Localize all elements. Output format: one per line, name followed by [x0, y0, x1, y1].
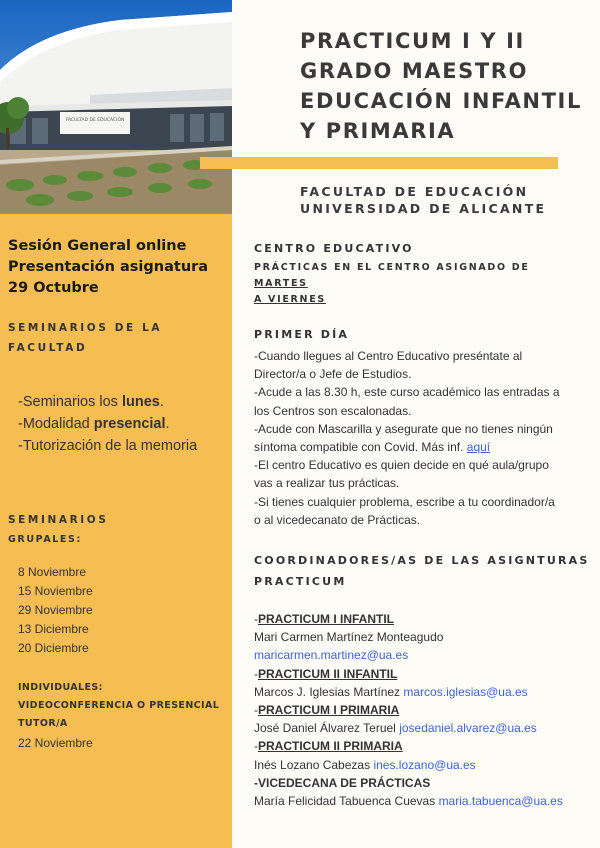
heading-line: SEMINARIOS DE LA — [8, 322, 163, 334]
group-dates — [18, 563, 93, 658]
text-line: los Centros son escalonadas. — [254, 403, 412, 418]
email-link[interactable]: marcos.iglesias@ua.es — [403, 684, 528, 699]
email-link[interactable]: maricarmen.martinez@ua.es — [254, 648, 409, 663]
date-item: 29 Noviembre — [18, 603, 93, 617]
email-link[interactable]: maria.tabuenca@ua.es — [438, 794, 563, 809]
session-line: Presentación asignatura — [8, 259, 209, 275]
faculty-building-photo — [0, 0, 232, 214]
coordinators-list — [254, 610, 594, 810]
title-line: EDUCACIÓN INFANTIL — [300, 89, 582, 113]
text-line-with-link — [254, 438, 590, 456]
date-item: 15 Noviembre — [18, 584, 93, 598]
covid-info-link[interactable]: aquí — [466, 440, 491, 455]
heading-line: GRUPALES: — [8, 534, 82, 545]
centro-subheading — [254, 260, 584, 308]
date-item: 13 Diciembre — [18, 622, 89, 636]
title-line: PRACTICUM I Y II — [300, 29, 525, 53]
text-line: -Cuando llegues al Centro Educativo preséntate al — [254, 349, 523, 363]
coordinator-title-text: PRACTICUM II PRIMARIA — [258, 739, 403, 754]
item-text: -Tutorización de la memoria — [18, 438, 198, 454]
seminarios-facultad-heading — [8, 318, 162, 358]
coordinator-name: José Daniel Álvarez Teruel — [254, 721, 396, 736]
list-item — [18, 413, 197, 435]
centro-sub-text: PRÁCTICAS EN EL CENTRO ASIGNADO DE — [254, 262, 530, 273]
coordinator-title-text: PRACTICUM I PRIMARIA — [258, 703, 400, 718]
heading-line: SEMINARIOS — [8, 514, 109, 526]
vice-name-email — [254, 792, 594, 810]
item-text: -Seminarios los — [18, 394, 122, 410]
vice-title-text: VICEDECANA DE PRÁCTICAS — [258, 775, 431, 790]
coordinator-name-email — [254, 756, 594, 774]
session-line: Sesión General online — [8, 238, 187, 254]
coordinator-name-email — [254, 683, 594, 701]
coordinator-email-line — [254, 646, 594, 664]
list-item — [18, 391, 197, 413]
faculty-block — [300, 183, 546, 217]
email-link[interactable]: ines.lozano@ua.es — [373, 757, 476, 772]
list-item — [18, 435, 197, 457]
heading-line: TUTOR/A — [18, 718, 68, 729]
coordinator-name-email — [254, 719, 594, 737]
date-item: 8 Noviembre — [18, 565, 87, 579]
heading-line: VIDEOCONFERENCIA O PRESENCIAL — [18, 700, 220, 711]
text-line: o al vicedecanato de Prácticas. — [254, 512, 421, 527]
heading-line: COORDINADORES/AS DE LAS ASIGNTURAS — [254, 554, 590, 567]
coordinator-title-text: PRACTICUM II INFANTIL — [258, 666, 398, 681]
text-line: -Acude a las 8.30 h, este curso académico las entradas a — [254, 385, 560, 400]
vice-name: María Felicidad Tabuenca Cuevas — [254, 794, 436, 809]
vice-title — [254, 774, 594, 792]
coordinator-title: -PRACTICUM I PRIMARIA — [254, 703, 400, 718]
heading-line: FACULTAD — [8, 342, 88, 354]
session-info — [8, 236, 208, 299]
centro-sub-underlined: A VIERNES — [254, 294, 326, 305]
seminarios-list — [18, 391, 197, 457]
faculty-name: FACULTAD DE EDUCACIÓN — [300, 184, 529, 199]
coordinator-name: Mari Carmen Martínez Monteagudo — [254, 630, 444, 645]
session-line: 29 Octubre — [8, 280, 99, 296]
coordinator-title: -PRACTICUM II INFANTIL — [254, 666, 398, 681]
item-text: . — [165, 416, 170, 432]
text-line: -Acude con Mascarilla y asegurate que no tienes ningún — [254, 421, 553, 436]
text-line: -El centro Educativo es quien decide en qué aula/grupo — [254, 458, 549, 473]
item-text: -Modalidad — [18, 416, 94, 432]
item-bold: presencial — [93, 416, 166, 432]
individual-date: 22 Noviembre — [18, 736, 93, 750]
seminarios-grupales-heading — [8, 510, 108, 550]
coordinator-title-text: PRACTICUM I INFANTIL — [258, 612, 394, 626]
date-item: 20 Diciembre — [18, 641, 89, 655]
university-name: UNIVERSIDAD DE ALICANTE — [300, 201, 547, 216]
coordinator-title: -PRACTICUM I INFANTIL — [254, 612, 394, 626]
title-line: GRADO MAESTRO — [300, 59, 529, 83]
text-line: síntoma compatible con Covid. Más inf. — [254, 440, 467, 455]
coordinator-name: Marcos J. Iglesias Martínez — [254, 684, 401, 699]
title-line: Y PRIMARIA — [300, 119, 456, 143]
item-text: . — [159, 394, 164, 410]
individuales-heading — [18, 679, 219, 733]
text-line: Director/a o Jefe de Estudios. — [254, 367, 412, 382]
email-link[interactable]: josedaniel.alvarez@ua.es — [399, 721, 537, 736]
primer-dia-heading: PRIMER DÍA — [254, 328, 350, 341]
heading-line: INDIVIDUALES: — [18, 682, 103, 693]
page-title — [300, 26, 590, 146]
coordinadores-heading — [254, 550, 590, 592]
text-line: vas a realizar tus prácticas. — [254, 476, 400, 491]
vice-dash: - — [254, 775, 258, 790]
text-line: -Si tienes cualquier problema, escribe a tu coordinador/a — [254, 494, 555, 509]
building-sign: FACULTAD DE EDUCACIÓN — [65, 118, 125, 123]
building-illustration — [0, 0, 232, 214]
centro-sub-underlined: MARTES — [254, 278, 308, 289]
heading-line: PRACTICUM — [254, 575, 347, 588]
coordinator-name: Inés Lozano Cabezas — [254, 757, 371, 772]
primer-dia-text — [254, 347, 590, 529]
coordinator-title: -PRACTICUM II PRIMARIA — [254, 739, 403, 754]
accent-bar — [200, 157, 558, 169]
centro-heading: CENTRO EDUCATIVO — [254, 242, 414, 255]
item-bold: lunes — [121, 394, 160, 410]
